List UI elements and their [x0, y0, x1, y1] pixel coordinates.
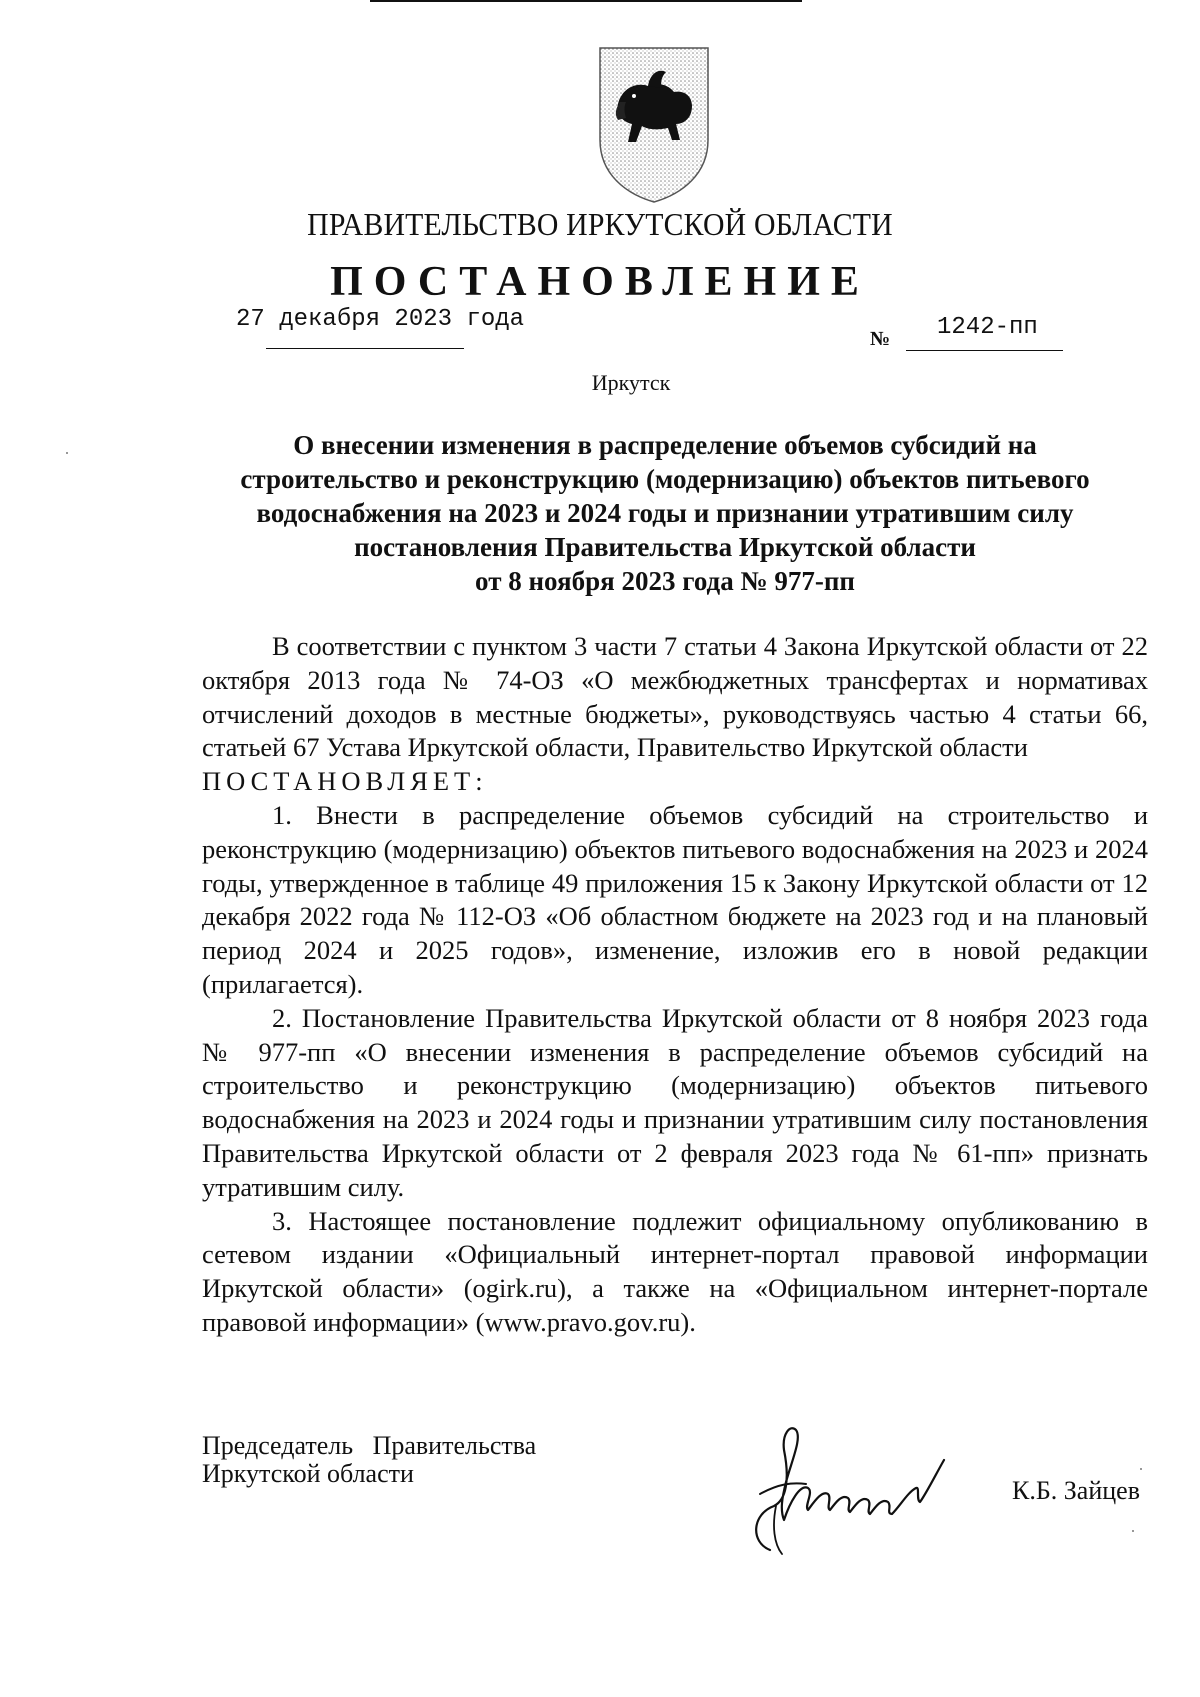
- preamble-paragraph: В соответствии с пунктом 3 части 7 статьи 4 Закона Иркутской области от 22 октября 2013 года № 74-ОЗ «О межбюджетных трансфертах и нормативах отчислений доходов в местные бюджеты», руководствуясь частью 4 статьи 66, статьей 67 Устава Иркутской области, Правительство Иркутской области: [202, 631, 1148, 763]
- government-name: ПРАВИТЕЛЬСТВО ИРКУТСКОЙ ОБЛАСТИ: [307, 206, 893, 242]
- date-underline: [266, 348, 464, 349]
- number-sign: №: [870, 328, 891, 350]
- decree-word: ПОСТАНОВЛЯЕТ:: [202, 766, 488, 797]
- document-heading: [200, 428, 1130, 598]
- document-date: 27 декабря 2023 года: [236, 306, 525, 333]
- irkutsk-emblem-icon: [596, 44, 712, 204]
- number-underline: [906, 350, 1063, 351]
- handwritten-signature-icon: [730, 1410, 970, 1560]
- signatory-title-line: Председатель Правительства: [202, 1431, 537, 1460]
- heading-line: от 8 ноября 2023 года № 977-пп: [475, 566, 855, 596]
- heading-line: водоснабжения на 2023 и 2024 годы и признании утратившим силу: [256, 498, 1074, 528]
- signatory-title-line: Иркутской области: [202, 1459, 414, 1488]
- signatory-title: [202, 1432, 536, 1488]
- city-name: Иркутск: [591, 370, 671, 395]
- heading-line: О внесении изменения в распределение объемов субсидий на: [293, 430, 1037, 460]
- heading-line: постановления Правительства Иркутской области: [354, 532, 976, 562]
- top-divider: [370, 0, 802, 2]
- document-number: 1242-пп: [937, 314, 1038, 341]
- decree-item-1: 1. Внести в распределение объемов субсидий на строительство и реконструкцию (модернизацию) объектов питьевого водоснабжения на 2023 и 2024 годы, утвержденное в таблице 49 приложения 15 к Закону Иркутской области от 12 декабря 2022 года № 112-ОЗ «Об областном бюджете на 2023 год и на плановый период 2024 и 2025 годов», изменение, изложив его в новой редакции (прилагается).: [202, 799, 1148, 999]
- document-kind: ПОСТАНОВЛЕНИЕ: [330, 259, 870, 305]
- decree-item-2: 2. Постановление Правительства Иркутской области от 8 ноября 2023 года № 977-пп «О внесении изменения в распределение объемов субсидий на строительство и реконструкцию (модернизацию) объектов питьевого водоснабжения на 2023 и 2024 годы и признании утратившим силу постановления Правительства Иркутской области от 2 февраля 2023 года № 61-пп» признать утратившим силу.: [202, 1002, 1148, 1202]
- heading-line: строительство и реконструкцию (модернизацию) объектов питьевого: [240, 464, 1090, 494]
- document-body: [202, 630, 1148, 1340]
- signatory-name: К.Б. Зайцев: [1012, 1476, 1140, 1505]
- decree-item-3: 3. Настоящее постановление подлежит официальному опубликованию в сетевом издании «Официальный интернет-портал правовой информации Иркутской области» (ogirk.ru), а также на «Официальном интернет-портале правовой информации» (www.pravo.gov.ru).: [202, 1205, 1148, 1337]
